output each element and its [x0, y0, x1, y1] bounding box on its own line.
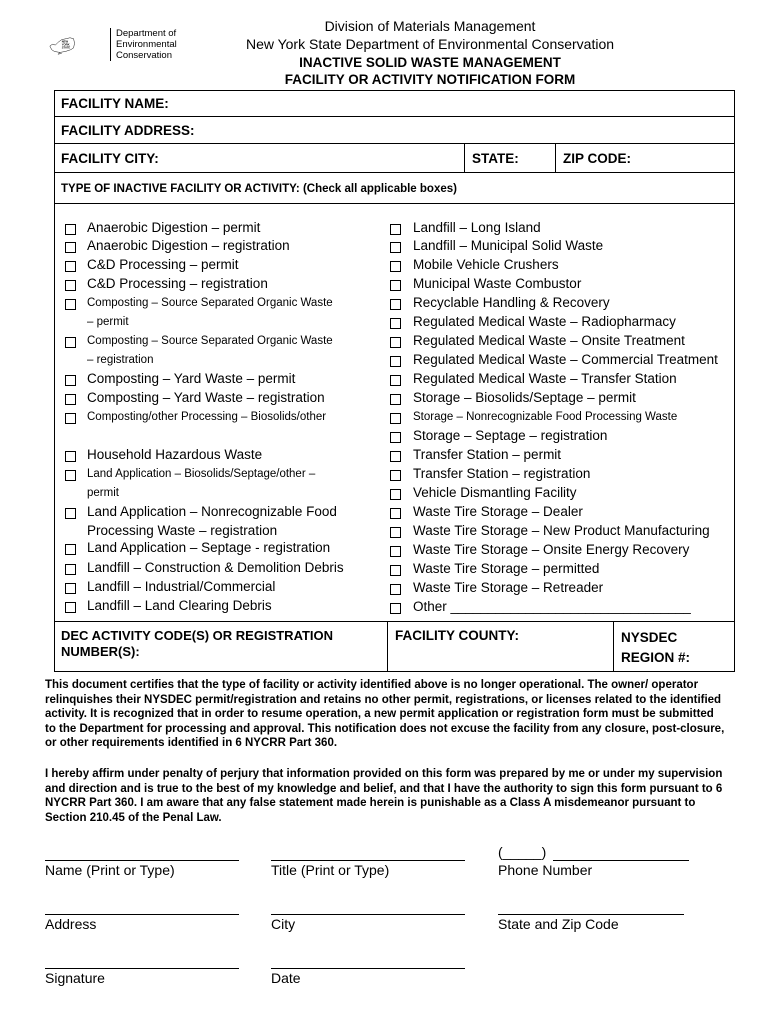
checkbox-label: Recyclable Handling & Recovery: [413, 295, 610, 310]
checkbox-c-d-processing-permit[interactable]: [65, 261, 76, 272]
checkbox-regulated-medical-waste-onsite-treatment[interactable]: [390, 337, 401, 348]
checkbox-label: Landfill – Long Island: [413, 220, 541, 235]
svg-text:STATE: STATE: [61, 46, 71, 50]
checkbox-label: Regulated Medical Waste – Onsite Treatment: [413, 333, 685, 348]
checkbox-waste-tire-storage-onsite-energy-recover[interactable]: [390, 546, 401, 557]
checkbox-land-application-nonrecognizable-food-pr[interactable]: [65, 508, 76, 519]
checkbox-waste-tire-storage-permitted[interactable]: [390, 565, 401, 576]
title-label: Title (Print or Type): [271, 862, 390, 878]
checkbox-anaerobic-digestion-permit[interactable]: [65, 224, 76, 235]
checkbox-anaerobic-digestion-registration[interactable]: [65, 242, 76, 253]
checkbox-land-application-biosolids-septage-other[interactable]: [65, 470, 76, 481]
checkbox-transfer-station-permit[interactable]: [390, 451, 401, 462]
checkbox-landfill-industrial-commercial[interactable]: [65, 583, 76, 594]
header-subtitle: FACILITY OR ACTIVITY NOTIFICATION FORM: [284, 72, 576, 87]
facility-city-label: FACILITY CITY:: [61, 151, 159, 166]
facility-address-row[interactable]: [55, 117, 734, 144]
checkbox-label: Regulated Medical Waste – Radiopharmacy: [413, 314, 676, 329]
checkbox-label: Composting – Source Separated Organic Waste: [87, 335, 333, 347]
city-label: City: [271, 916, 296, 932]
divider: [464, 144, 465, 172]
checkbox-label: Mobile Vehicle Crushers: [413, 257, 559, 272]
checkbox-label: Regulated Medical Waste – Transfer Station: [413, 371, 677, 386]
checkbox-label: Landfill – Municipal Solid Waste: [413, 238, 604, 253]
checkbox-waste-tire-storage-retreader[interactable]: [390, 584, 401, 595]
checkbox-label: Land Application – Nonrecognizable Food: [87, 504, 337, 519]
header-title: INACTIVE SOLID WASTE MANAGEMENT: [299, 55, 561, 70]
facility-city-row: [55, 144, 734, 173]
certification-text: This document certifies that the type of facility or activity identified above is no longer operational. The owner/ operator relinquishes their NYSDEC permit/registration and retains no other permit, registrations, or licenses related to the identified activity. It is recognized that in order to resume operation, a new permit application or registration form must be submitted to the Department for processing and approval. This notification does not excuse the facility from any closure, post-closure, or other requirements identified in 6 NYCRR Part 360.: [45, 679, 725, 749]
checkbox-label: Transfer Station – permit: [413, 447, 562, 462]
checkbox-c-d-processing-registration[interactable]: [65, 280, 76, 291]
name-label: Name (Print or Type): [45, 862, 175, 878]
phone-line[interactable]: [553, 860, 689, 861]
nysdec-region-label[interactable]: [621, 628, 690, 668]
checkbox-household-hazardous-waste[interactable]: [65, 451, 76, 462]
title-line[interactable]: [271, 860, 465, 861]
facility-form-box: [54, 90, 735, 672]
checkbox-label-continued: – permit: [87, 316, 129, 328]
date-label: Date: [271, 970, 301, 986]
checkbox-label-continued: – registration: [87, 354, 154, 366]
checkbox-label: Landfill – Construction & Demolition Debris: [87, 560, 344, 575]
checkbox-label: Waste Tire Storage – New Product Manufacturing: [413, 523, 710, 538]
checkbox-landfill-municipal-solid-waste[interactable]: [390, 242, 401, 253]
type-prompt-label: TYPE OF INACTIVE FACILITY OR ACTIVITY: (Check all applicable boxes): [61, 183, 457, 195]
checkbox-label: Anaerobic Digestion – permit: [87, 220, 261, 235]
region-label-line2: REGION #:: [621, 650, 691, 665]
checkbox-recyclable-handling-recovery[interactable]: [390, 299, 401, 310]
address-line[interactable]: [45, 914, 239, 915]
checkbox-label: Waste Tire Storage – Dealer: [413, 504, 583, 519]
svg-text:YORK: YORK: [61, 43, 70, 47]
checkbox-regulated-medical-waste-radiopharmacy[interactable]: [390, 318, 401, 329]
zip-code-label: ZIP CODE:: [563, 151, 632, 166]
checkbox-other[interactable]: [390, 603, 401, 614]
divider: [387, 622, 388, 671]
facility-name-row[interactable]: [55, 91, 734, 117]
facility-county-label[interactable]: FACILITY COUNTY:: [395, 628, 519, 643]
svg-text:NEW: NEW: [61, 40, 69, 44]
checkbox-landfill-construction-demolition-debris[interactable]: [65, 564, 76, 575]
checkbox-storage-biosolids-septage-permit[interactable]: [390, 394, 401, 405]
state-label: STATE:: [472, 151, 519, 166]
dec-code-label[interactable]: [61, 628, 333, 660]
facility-name-label: FACILITY NAME:: [61, 96, 169, 111]
checkbox-vehicle-dismantling-facility[interactable]: [390, 489, 401, 500]
checkbox-landfill-long-island[interactable]: [390, 224, 401, 235]
type-prompt-row: [55, 173, 734, 204]
checkbox-waste-tire-storage-dealer[interactable]: [390, 508, 401, 519]
checkbox-label: Composting – Yard Waste – registration: [87, 390, 325, 405]
checkbox-storage-septage-registration[interactable]: [390, 432, 401, 443]
state-zip-label: State and Zip Code: [498, 916, 619, 932]
checkbox-municipal-waste-combustor[interactable]: [390, 280, 401, 291]
checkbox-regulated-medical-waste-transfer-station[interactable]: [390, 375, 401, 386]
name-line[interactable]: [45, 860, 239, 861]
address-label: Address: [45, 916, 97, 932]
checkbox-label: Regulated Medical Waste – Commercial Treatment: [413, 352, 718, 367]
phone-label: Phone Number: [498, 862, 593, 878]
checkbox-waste-tire-storage-new-product-manufactu[interactable]: [390, 527, 401, 538]
signature-line[interactable]: [45, 968, 239, 969]
checkbox-label: Composting/other Processing – Biosolids/other: [87, 411, 327, 423]
checkbox-label: Municipal Waste Combustor: [413, 276, 582, 291]
checkbox-label: Composting – Source Separated Organic Waste: [87, 297, 333, 309]
divider: [613, 622, 614, 671]
checkbox-label: Land Application – Septage - registration: [87, 540, 331, 555]
logo-line1: Department of: [116, 28, 177, 39]
checkbox-composting-yard-waste-permit[interactable]: [65, 375, 76, 386]
checkbox-mobile-vehicle-crushers[interactable]: [390, 261, 401, 272]
checkbox-landfill-land-clearing-debris[interactable]: [65, 602, 76, 613]
logo-line3: Conservation: [116, 50, 172, 61]
phone-area-code[interactable]: (_____): [498, 844, 547, 860]
date-line[interactable]: [271, 968, 465, 969]
checkbox-label: Vehicle Dismantling Facility: [413, 485, 577, 500]
divider: [555, 144, 556, 172]
checkbox-label: C&D Processing – registration: [87, 276, 268, 291]
checkbox-label: Household Hazardous Waste: [87, 447, 263, 462]
checkbox-label: Waste Tire Storage – Onsite Energy Recovery: [413, 542, 690, 557]
checkbox-label: Landfill – Land Clearing Debris: [87, 598, 272, 613]
region-label-line1: NYSDEC: [621, 630, 678, 645]
facility-address-label: FACILITY ADDRESS:: [61, 123, 195, 138]
checkbox-label: Storage – Nonrecognizable Food Processing Waste: [413, 411, 678, 423]
checkbox-label: Waste Tire Storage – Retreader: [413, 580, 604, 595]
checkbox-transfer-station-registration[interactable]: [390, 470, 401, 481]
checkbox-storage-nonrecognizable-food-processing-[interactable]: [390, 413, 401, 424]
checkbox-label: Composting – Yard Waste – permit: [87, 371, 296, 386]
logo-line2: Environmental: [116, 39, 177, 50]
signature-label: Signature: [45, 970, 105, 986]
checkbox-label: Anaerobic Digestion – registration: [87, 238, 290, 253]
checkbox-composting-source-separated-organic-wast[interactable]: [65, 299, 76, 310]
dec-code-label-line1: DEC ACTIVITY CODE(S) OR REGISTRATION: [61, 628, 334, 643]
checkbox-label: Storage – Biosolids/Septage – permit: [413, 390, 636, 405]
checkbox-label-continued: Processing Waste – registration: [87, 523, 278, 538]
city-line[interactable]: [271, 914, 465, 915]
checkbox-label: Landfill – Industrial/Commercial: [87, 579, 276, 594]
checkbox-label: Transfer Station – registration: [413, 466, 591, 481]
state-zip-line[interactable]: [498, 914, 684, 915]
checkbox-land-application-septage-registration[interactable]: [65, 544, 76, 555]
checkbox-label-continued: permit: [87, 487, 119, 499]
header-department: New York State Department of Environmental Conservation: [245, 36, 615, 52]
checkbox-label: C&D Processing – permit: [87, 257, 239, 272]
bottom-fields-row: [55, 621, 734, 671]
checkbox-label: Other ________________________________: [413, 599, 691, 614]
checkbox-label: Waste Tire Storage – permitted: [413, 561, 600, 576]
checkbox-composting-source-separated-organic-wast[interactable]: [65, 337, 76, 348]
dec-code-label-line2: NUMBER(S):: [61, 644, 140, 659]
affirmation-text: I hereby affirm under penalty of perjury that information provided on this form was prepared by me or under my supervision and direction and is true to the best of my knowledge and belief, and that I have the authority to sign this form pursuant to 6 NYCRR Part 360. I am aware that any false statement made herein is punishable as a Class A misdemeanor pursuant to Section 210.45 of the Penal Law.: [45, 768, 723, 824]
checkbox-composting-yard-waste-registration[interactable]: [65, 394, 76, 405]
checkbox-label: Storage – Septage – registration: [413, 428, 608, 443]
checkbox-composting-other-processing-biosolids-ot[interactable]: [65, 413, 76, 424]
checkbox-regulated-medical-waste-commercial-treat[interactable]: [390, 356, 401, 367]
header-division: Division of Materials Management: [324, 18, 536, 34]
checkbox-label: Land Application – Biosolids/Septage/other –: [87, 468, 316, 480]
